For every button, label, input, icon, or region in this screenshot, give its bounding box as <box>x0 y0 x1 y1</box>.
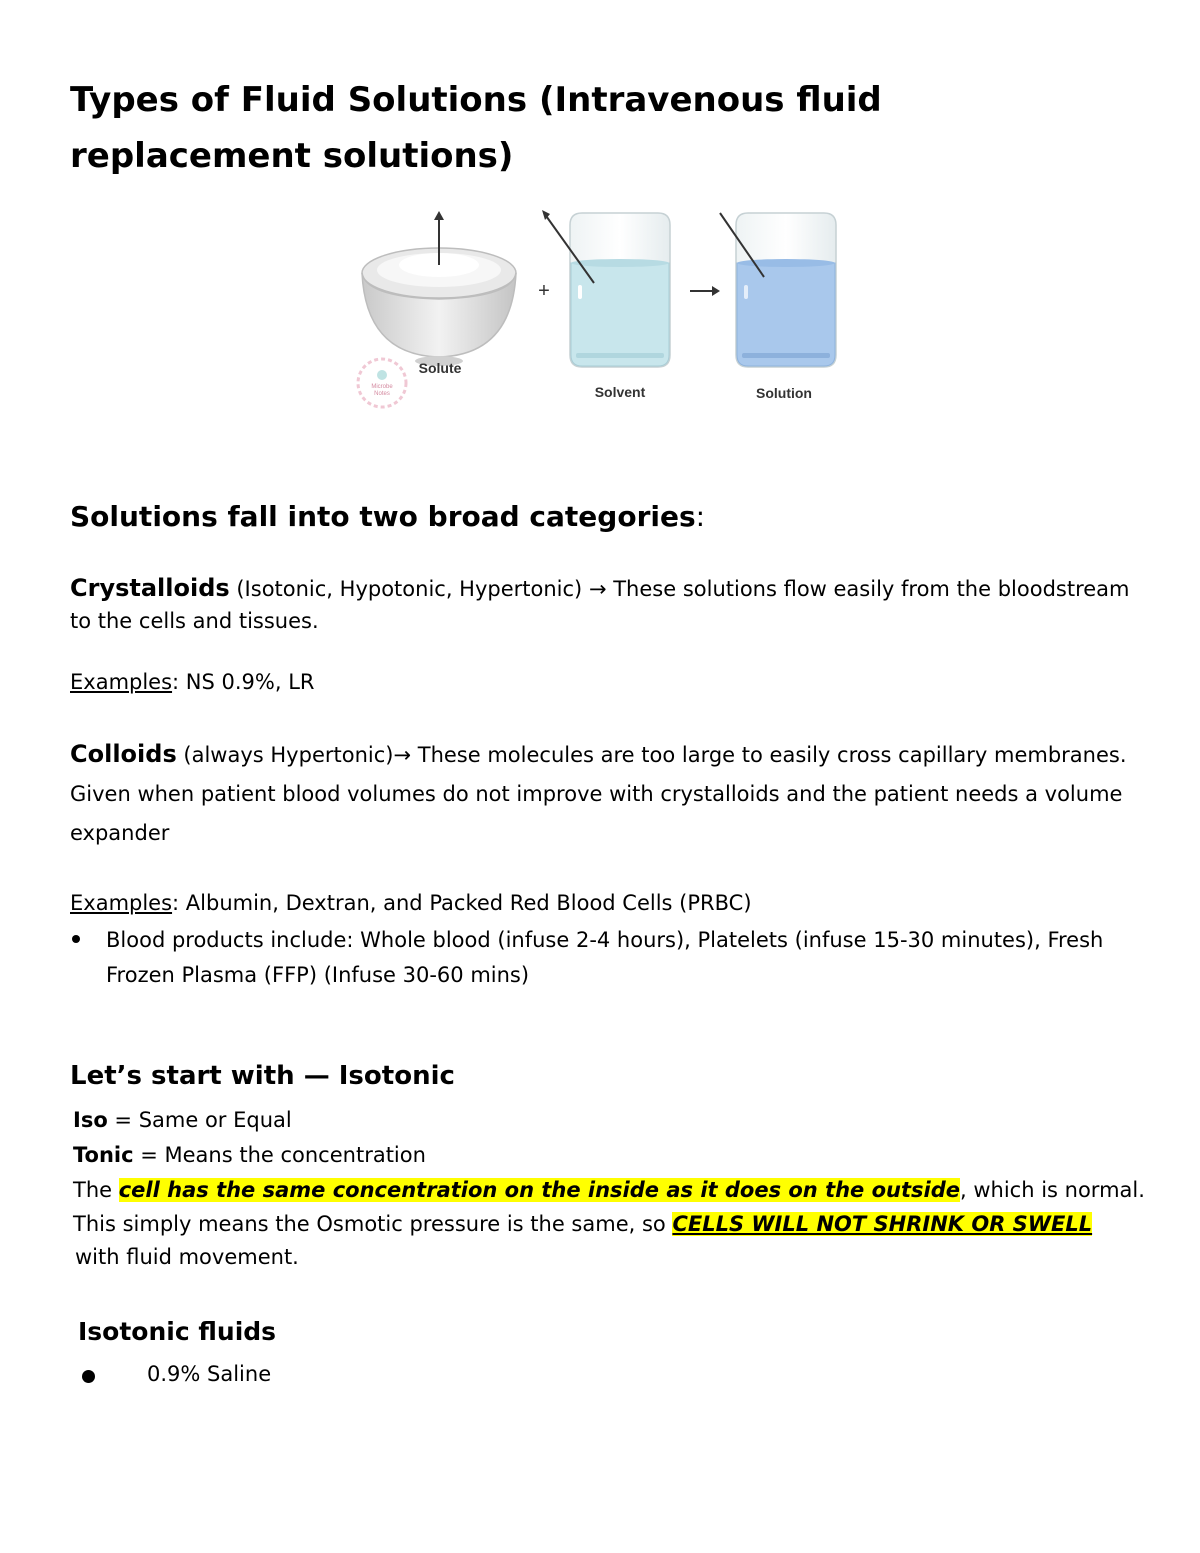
highlighted-cells-will-not-shrink: CELLS WILL NOT SHRINK OR SWELL <box>672 1212 1093 1236</box>
plus-sign: + <box>538 280 550 302</box>
line2-pre: This simply means the Osmotic pressure is the same, so <box>73 1212 673 1236</box>
isotonic-heading: Let’s start with — Isotonic <box>70 1061 455 1091</box>
fluid-movement-line: with fluid movement. <box>75 1245 299 1269</box>
solvent-jar-icon <box>542 210 670 367</box>
categories-colon: : <box>695 500 706 533</box>
examples-text: : NS 0.9%, LR <box>172 670 315 694</box>
diagram-svg <box>352 205 847 410</box>
blood-products-bullet: Blood products include: Whole blood (infuse 2-4 hours), Platelets (infuse 15-30 minutes), Fresh Frozen Plasma (FFP) (Infuse 30-60 mins) <box>106 928 1104 987</box>
solvent-label: Solvent <box>594 384 646 400</box>
tonic-term: Tonic <box>73 1143 134 1167</box>
arrow-right-icon <box>690 286 720 296</box>
crystalloids-examples <box>70 666 315 698</box>
iso-term: Iso <box>73 1108 108 1132</box>
colloids-types: (always Hypertonic) <box>176 743 394 767</box>
bullet-icon <box>82 1370 95 1383</box>
line1-pre: The <box>73 1178 119 1202</box>
examples-label: Examples <box>70 670 173 694</box>
crystalloids-paragraph <box>70 572 1130 637</box>
cell-concentration-line <box>73 1174 1145 1206</box>
line1-post: , which is normal. <box>960 1178 1145 1202</box>
microbe-notes-logo <box>358 359 406 407</box>
isotonic-fluids-heading: Isotonic fluids <box>78 1317 277 1346</box>
page-title: Types of Fluid Solutions (Intravenous fluid replacement solutions) <box>70 80 882 176</box>
tonic-definition <box>73 1139 426 1171</box>
osmotic-pressure-line <box>73 1208 1092 1240</box>
iso-def: = Same or Equal <box>107 1108 292 1132</box>
arrow-icon: → <box>588 577 607 601</box>
colloids-term: Colloids <box>70 740 177 768</box>
svg-text:Notes: Notes <box>374 391 390 397</box>
fluid-list-item: 0.9% Saline <box>147 1362 272 1386</box>
categories-heading-text: Solutions fall into two broad categories <box>70 500 696 533</box>
solute-label: Solute <box>418 360 462 376</box>
solution-diagram <box>352 205 847 410</box>
examples-label: Examples <box>70 891 173 915</box>
crystalloids-desc: These solutions flow easily from the bloodstream to the cells and tissues. <box>70 577 1130 633</box>
colloids-examples <box>70 887 752 919</box>
bullet-icon <box>72 935 80 943</box>
svg-text:Microbe: Microbe <box>371 384 393 390</box>
solution-label: Solution <box>756 385 812 401</box>
tonic-def: = Means the concentration <box>133 1143 426 1167</box>
crystalloids-term: Crystalloids <box>70 574 230 602</box>
bowl-icon <box>362 211 516 366</box>
iso-definition <box>73 1104 292 1136</box>
crystalloids-types: (Isotonic, Hypotonic, Hypertonic) <box>229 577 589 601</box>
categories-heading <box>70 500 705 533</box>
colloids-desc: These molecules are too large to easily cross capillary membranes. Given when patient blood volumes do not improve with crystalloids and the patient needs a volume expander <box>70 743 1127 845</box>
solution-jar-icon <box>720 213 836 367</box>
arrow-icon: → <box>393 743 412 767</box>
highlighted-cell-concentration: cell has the same concentration on the inside as it does on the outside <box>118 1178 960 1202</box>
colloids-paragraph <box>70 735 1130 853</box>
examples-text: : Albumin, Dextran, and Packed Red Blood Cells (PRBC) <box>172 891 752 915</box>
